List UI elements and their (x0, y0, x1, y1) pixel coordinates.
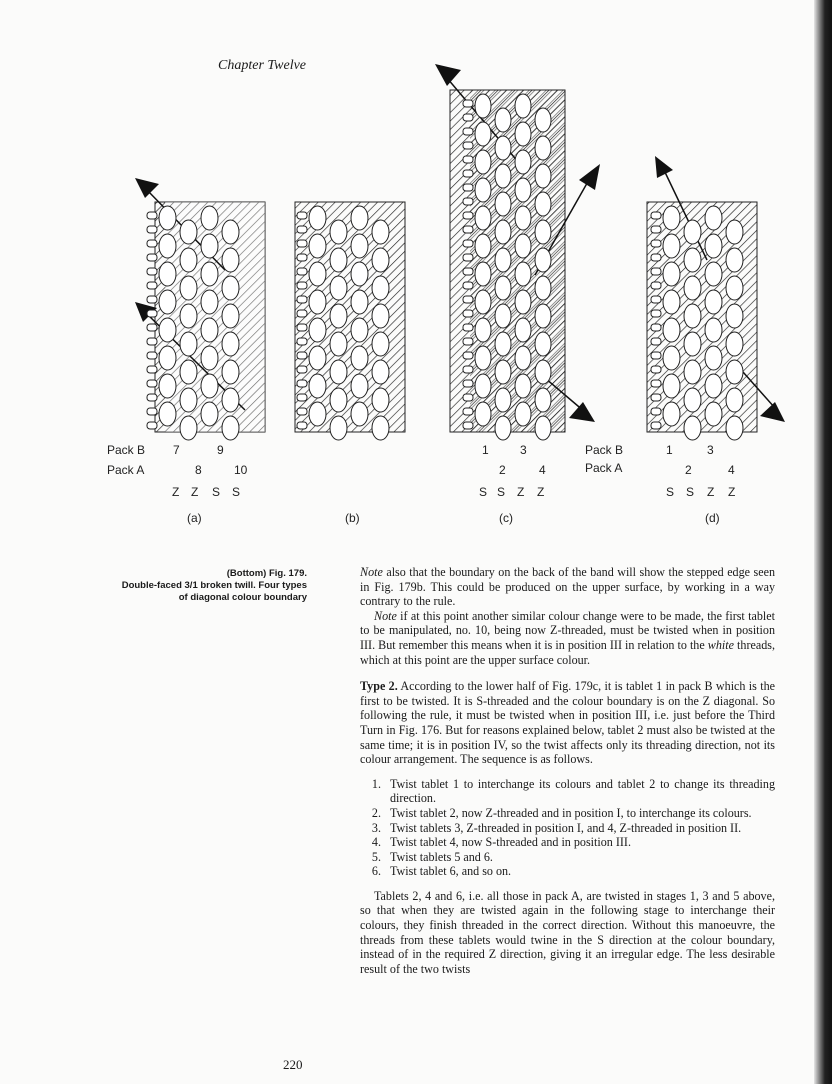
weft-peg (147, 240, 157, 247)
weft-peg (147, 408, 157, 415)
weft-peg (297, 408, 307, 415)
weave-float (684, 304, 701, 328)
weave-float (159, 346, 176, 370)
weave-float (201, 402, 218, 426)
weave-float (372, 332, 389, 356)
weave-float (159, 206, 176, 230)
weft-peg (297, 282, 307, 289)
panel-a-pack-b-label: Pack B (107, 443, 146, 457)
weave-float (222, 276, 239, 300)
note-lead: Note (374, 608, 397, 623)
panel-a-sublabel: (a) (187, 511, 202, 525)
weft-peg (147, 324, 157, 331)
panel-a-thread-letter: Z (191, 485, 199, 499)
weave-float (663, 206, 680, 230)
weft-peg (651, 394, 661, 401)
weave-float (159, 318, 176, 342)
weave-float (222, 388, 239, 412)
weft-peg (147, 422, 157, 429)
caption-line: of diagonal colour boundary (178, 592, 307, 603)
weave-float (180, 388, 197, 412)
list-item: 3. Twist tablets 3, Z-threaded in position I, and 4, Z-threaded in position II. (384, 821, 775, 836)
weave-float (726, 388, 743, 412)
weft-peg (463, 352, 473, 359)
weave-float (705, 262, 722, 286)
weave-float (475, 346, 491, 370)
book-binding-edge (814, 0, 832, 1084)
weave-float (663, 318, 680, 342)
weave-float (309, 346, 326, 370)
weft-peg (147, 366, 157, 373)
weave-float (684, 220, 701, 244)
weave-float (535, 220, 551, 244)
weave-float (705, 318, 722, 342)
weave-float (726, 248, 743, 272)
panel-a-thread-letter: S (212, 485, 221, 499)
weave-float (330, 416, 347, 440)
panel-c-pack-a-number: 2 (499, 463, 506, 477)
weave-float (475, 150, 491, 174)
panel-a-thread-letter: Z (172, 485, 180, 499)
weave-float (726, 276, 743, 300)
weft-peg (463, 422, 473, 429)
list-item: 4. Twist tablet 4, now S-threaded and in position III. (384, 835, 775, 850)
weave-float (663, 346, 680, 370)
note-lead: Note (360, 565, 383, 579)
weave-float (705, 346, 722, 370)
weave-float (726, 360, 743, 384)
weft-peg (297, 422, 307, 429)
weave-float (535, 136, 551, 160)
panel-c-pack-b-number: 1 (482, 443, 489, 457)
weave-float (515, 402, 531, 426)
weave-float (330, 332, 347, 356)
weave-float (495, 304, 511, 328)
weave-float (372, 388, 389, 412)
weft-peg (297, 296, 307, 303)
page-number: 220 (283, 1057, 303, 1072)
weave-float (705, 290, 722, 314)
weft-peg (297, 268, 307, 275)
weave-float (726, 332, 743, 356)
weave-float (180, 416, 197, 440)
weft-peg (297, 240, 307, 247)
caption-line: Double-faced 3/1 broken twill. Four types (121, 580, 307, 591)
panel-d-thread-letter: Z (707, 485, 715, 499)
weave-float (222, 360, 239, 384)
weave-float (495, 164, 511, 188)
weave-float (684, 248, 701, 272)
panel-a-pack-a-number: 10 (234, 463, 248, 477)
weave-float (475, 178, 491, 202)
panel-d-pack-a-number: 4 (728, 463, 735, 477)
panel-a-thread-letter: S (232, 485, 241, 499)
weft-peg (651, 366, 661, 373)
panel-d-pack-a-number: 2 (685, 463, 692, 477)
weft-peg (147, 268, 157, 275)
weave-float (495, 192, 511, 216)
weft-peg (297, 352, 307, 359)
weave-float (201, 234, 218, 258)
weave-float (535, 248, 551, 272)
weft-peg (297, 212, 307, 219)
paragraph-text: threads, which at this point are the upper surface colour. (360, 637, 775, 667)
weft-peg (463, 282, 473, 289)
weft-peg (463, 240, 473, 247)
weave-float (330, 304, 347, 328)
weave-float (351, 206, 368, 230)
weave-float (535, 388, 551, 412)
weave-float (309, 290, 326, 314)
weave-float (475, 374, 491, 398)
weave-float (330, 276, 347, 300)
weave-float (351, 234, 368, 258)
panel-d-thread-letter: S (666, 485, 675, 499)
weave-float (475, 122, 491, 146)
weave-float (201, 374, 218, 398)
weave-float (351, 262, 368, 286)
weft-peg (651, 226, 661, 233)
weft-peg (297, 380, 307, 387)
weft-peg (463, 142, 473, 149)
figure-caption (95, 568, 307, 604)
weave-float (201, 346, 218, 370)
weave-float (201, 318, 218, 342)
weave-float (372, 276, 389, 300)
panel-d-thread-letter: S (686, 485, 695, 499)
weave-float (535, 332, 551, 356)
weft-peg (147, 254, 157, 261)
panel-d-pack-b-label: Pack B (585, 443, 624, 457)
weft-peg (463, 226, 473, 233)
weave-float (535, 360, 551, 384)
weft-peg (651, 380, 661, 387)
weave-float (475, 234, 491, 258)
weave-float (705, 206, 722, 230)
weave-float (180, 304, 197, 328)
weft-peg (651, 352, 661, 359)
weave-float (663, 402, 680, 426)
panel-c-pack-b-number: 3 (520, 443, 527, 457)
weave-float (372, 304, 389, 328)
weave-float (180, 332, 197, 356)
weave-float (705, 402, 722, 426)
paragraph-text: if at this point another similar colour change were to be made, the first tablet to be manipulated, no. 10, being now Z-threaded, must be twisted when in position III. But remember this means when it is in position III in relation to the (360, 608, 775, 652)
weft-peg (463, 170, 473, 177)
weave-float (201, 262, 218, 286)
weft-peg (297, 324, 307, 331)
weave-float (475, 262, 491, 286)
weft-peg (463, 198, 473, 205)
weave-float (309, 402, 326, 426)
weave-float (705, 234, 722, 258)
weft-peg (297, 338, 307, 345)
weft-peg (463, 114, 473, 121)
weave-float (495, 136, 511, 160)
panel-b-sublabel: (b) (345, 511, 360, 525)
weft-peg (147, 226, 157, 233)
list-item: 5. Twist tablets 5 and 6. (384, 850, 775, 865)
paragraph-text: also that the boundary on the back of the band will show the stepped edge seen in Fig. 179b. This could be produced on the upper surface, by working in a way contrary to the rule. (360, 565, 775, 609)
weft-peg (651, 338, 661, 345)
list-item: 2. Twist tablet 2, now Z-threaded and in position I, to interchange its colours. (384, 806, 775, 821)
panel-c-thread-letter: S (497, 485, 506, 499)
weave-float (515, 206, 531, 230)
weft-peg (463, 128, 473, 135)
chapter-header: Chapter Twelve (218, 58, 307, 73)
caption-line: (Bottom) Fig. 179. (226, 568, 307, 579)
panel-c-thread-letter: Z (537, 485, 545, 499)
weave-float (515, 150, 531, 174)
weave-float (201, 290, 218, 314)
weave-float (351, 290, 368, 314)
weft-peg (651, 324, 661, 331)
weft-peg (147, 380, 157, 387)
weave-float (309, 234, 326, 258)
panel-c-sublabel: (c) (499, 511, 513, 525)
weave-float (330, 360, 347, 384)
weave-float (684, 388, 701, 412)
panel-d-pack-b-number: 1 (666, 443, 673, 457)
weave-float (180, 248, 197, 272)
weave-float (515, 94, 531, 118)
weave-float (372, 220, 389, 244)
weave-float (495, 220, 511, 244)
weave-float (222, 416, 239, 440)
weave-float (309, 262, 326, 286)
weave-float (495, 332, 511, 356)
weave-float (475, 290, 491, 314)
weft-peg (463, 324, 473, 331)
weave-float (180, 276, 197, 300)
weave-float (309, 206, 326, 230)
weave-float (159, 234, 176, 258)
weft-peg (463, 394, 473, 401)
weave-float (663, 374, 680, 398)
weave-float (684, 416, 701, 440)
panel-a-pack-a-number: 8 (195, 463, 202, 477)
weft-peg (463, 156, 473, 163)
weave-float (495, 388, 511, 412)
list-item: 1. Twist tablet 1 to interchange its colours and tablet 2 to change its threading direction. (384, 777, 775, 806)
panel-d-pack-a-label: Pack A (585, 461, 623, 475)
weft-peg (297, 310, 307, 317)
body-text (360, 565, 775, 976)
weft-peg (463, 338, 473, 345)
weft-peg (463, 100, 473, 107)
weft-peg (463, 212, 473, 219)
weave-float (372, 360, 389, 384)
weave-float (159, 262, 176, 286)
panel-c-thread-letter: S (479, 485, 488, 499)
panel-a-pack-b-number: 9 (217, 443, 224, 457)
weave-float (535, 108, 551, 132)
weft-peg (651, 254, 661, 261)
weft-peg (651, 310, 661, 317)
weave-float (684, 360, 701, 384)
weave-float (222, 248, 239, 272)
weave-float (222, 304, 239, 328)
weave-float (475, 402, 491, 426)
paragraph (360, 679, 775, 767)
weave-float (351, 346, 368, 370)
weave-float (495, 248, 511, 272)
weave-float (372, 248, 389, 272)
weft-peg (297, 226, 307, 233)
weft-peg (463, 366, 473, 373)
panel-d-thread-letter: Z (728, 485, 736, 499)
weave-float (495, 360, 511, 384)
paragraph (360, 565, 775, 609)
weft-peg (297, 254, 307, 261)
emphasis: white (707, 637, 734, 652)
weave-float (515, 290, 531, 314)
weft-peg (651, 282, 661, 289)
weft-peg (651, 268, 661, 275)
weft-peg (147, 212, 157, 219)
weft-peg (297, 394, 307, 401)
weft-peg (651, 240, 661, 247)
weave-float (372, 416, 389, 440)
paragraph (360, 609, 775, 667)
weave-float (351, 402, 368, 426)
weave-float (222, 220, 239, 244)
weave-float (351, 374, 368, 398)
weave-float (535, 192, 551, 216)
panel-a-pack-a-label: Pack A (107, 463, 145, 477)
weave-float (330, 388, 347, 412)
weave-float (515, 122, 531, 146)
weave-float (495, 276, 511, 300)
weft-peg (463, 254, 473, 261)
weave-float (330, 220, 347, 244)
panel-a-pack-b-number: 7 (173, 443, 180, 457)
weft-peg (651, 408, 661, 415)
weave-float (180, 360, 197, 384)
panel-c-pack-a-number: 4 (539, 463, 546, 477)
weave-float (475, 94, 491, 118)
weft-peg (651, 296, 661, 303)
weave-float (309, 318, 326, 342)
weft-peg (463, 408, 473, 415)
weave-float (663, 234, 680, 258)
weave-float (535, 416, 551, 440)
section-heading: Type 2. (360, 679, 398, 694)
weave-float (515, 178, 531, 202)
weft-peg (463, 184, 473, 191)
weave-float (201, 206, 218, 230)
weave-float (222, 332, 239, 356)
weft-peg (463, 380, 473, 387)
panel-c-thread-letter: Z (517, 485, 525, 499)
weave-float (475, 206, 491, 230)
weave-float (515, 374, 531, 398)
panel-d-sublabel: (d) (705, 511, 720, 525)
weave-float (309, 374, 326, 398)
weave-float (515, 318, 531, 342)
steps-list (360, 777, 775, 879)
weave-float (475, 318, 491, 342)
weft-peg (147, 282, 157, 289)
paragraph: Tablets 2, 4 and 6, i.e. all those in pack A, are twisted in stages 1, 3 and 5 above, so that when they are twisted again in the following stage to interchange their colours, they finish threaded in the correct direction. Without this manoeuvre, the threads from these tablets would twine in the S direction at the colour boundary, instead of in the required Z direction, giving it an irregular edge. The less desirable result of the two twists (360, 888, 775, 976)
figure-179 (95, 60, 800, 530)
weave-float (684, 276, 701, 300)
weave-float (684, 332, 701, 356)
weave-float (663, 290, 680, 314)
weave-float (495, 108, 511, 132)
weft-peg (147, 352, 157, 359)
weave-float (726, 416, 743, 440)
weave-float (535, 164, 551, 188)
weave-float (726, 220, 743, 244)
weft-peg (147, 394, 157, 401)
weave-float (535, 276, 551, 300)
weave-float (663, 262, 680, 286)
weft-peg (147, 338, 157, 345)
weave-float (159, 290, 176, 314)
weave-float (515, 262, 531, 286)
weft-peg (463, 296, 473, 303)
panel-d-pack-b-number: 3 (707, 443, 714, 457)
weave-float (159, 374, 176, 398)
weave-float (515, 234, 531, 258)
weft-peg (463, 268, 473, 275)
weave-float (351, 318, 368, 342)
weave-float (535, 304, 551, 328)
weft-peg (147, 310, 157, 317)
paragraph-text: According to the lower half of Fig. 179c, it is tablet 1 in pack B which is the first to be twisted. It is S-threaded and the colour boundary is on the Z diagonal. So following the rule, it must be twisted when in position III, i.e. just before the Third Turn in Fig. 176. But for reasons explained below, tablet 2 must also be twisted at the same time; it is in position IV, so the twist affects only its threading direction, not its colour arrangement. The sequence is as follows. (360, 679, 775, 767)
list-item: 6. Twist tablet 6, and so on. (384, 864, 775, 879)
weft-peg (297, 366, 307, 373)
weave-float (705, 374, 722, 398)
weft-peg (651, 212, 661, 219)
weft-peg (651, 422, 661, 429)
weave-float (159, 402, 176, 426)
weave-float (495, 416, 511, 440)
weave-float (726, 304, 743, 328)
weave-float (515, 346, 531, 370)
weft-peg (147, 296, 157, 303)
weave-float (330, 248, 347, 272)
weft-peg (463, 310, 473, 317)
weave-float (180, 220, 197, 244)
